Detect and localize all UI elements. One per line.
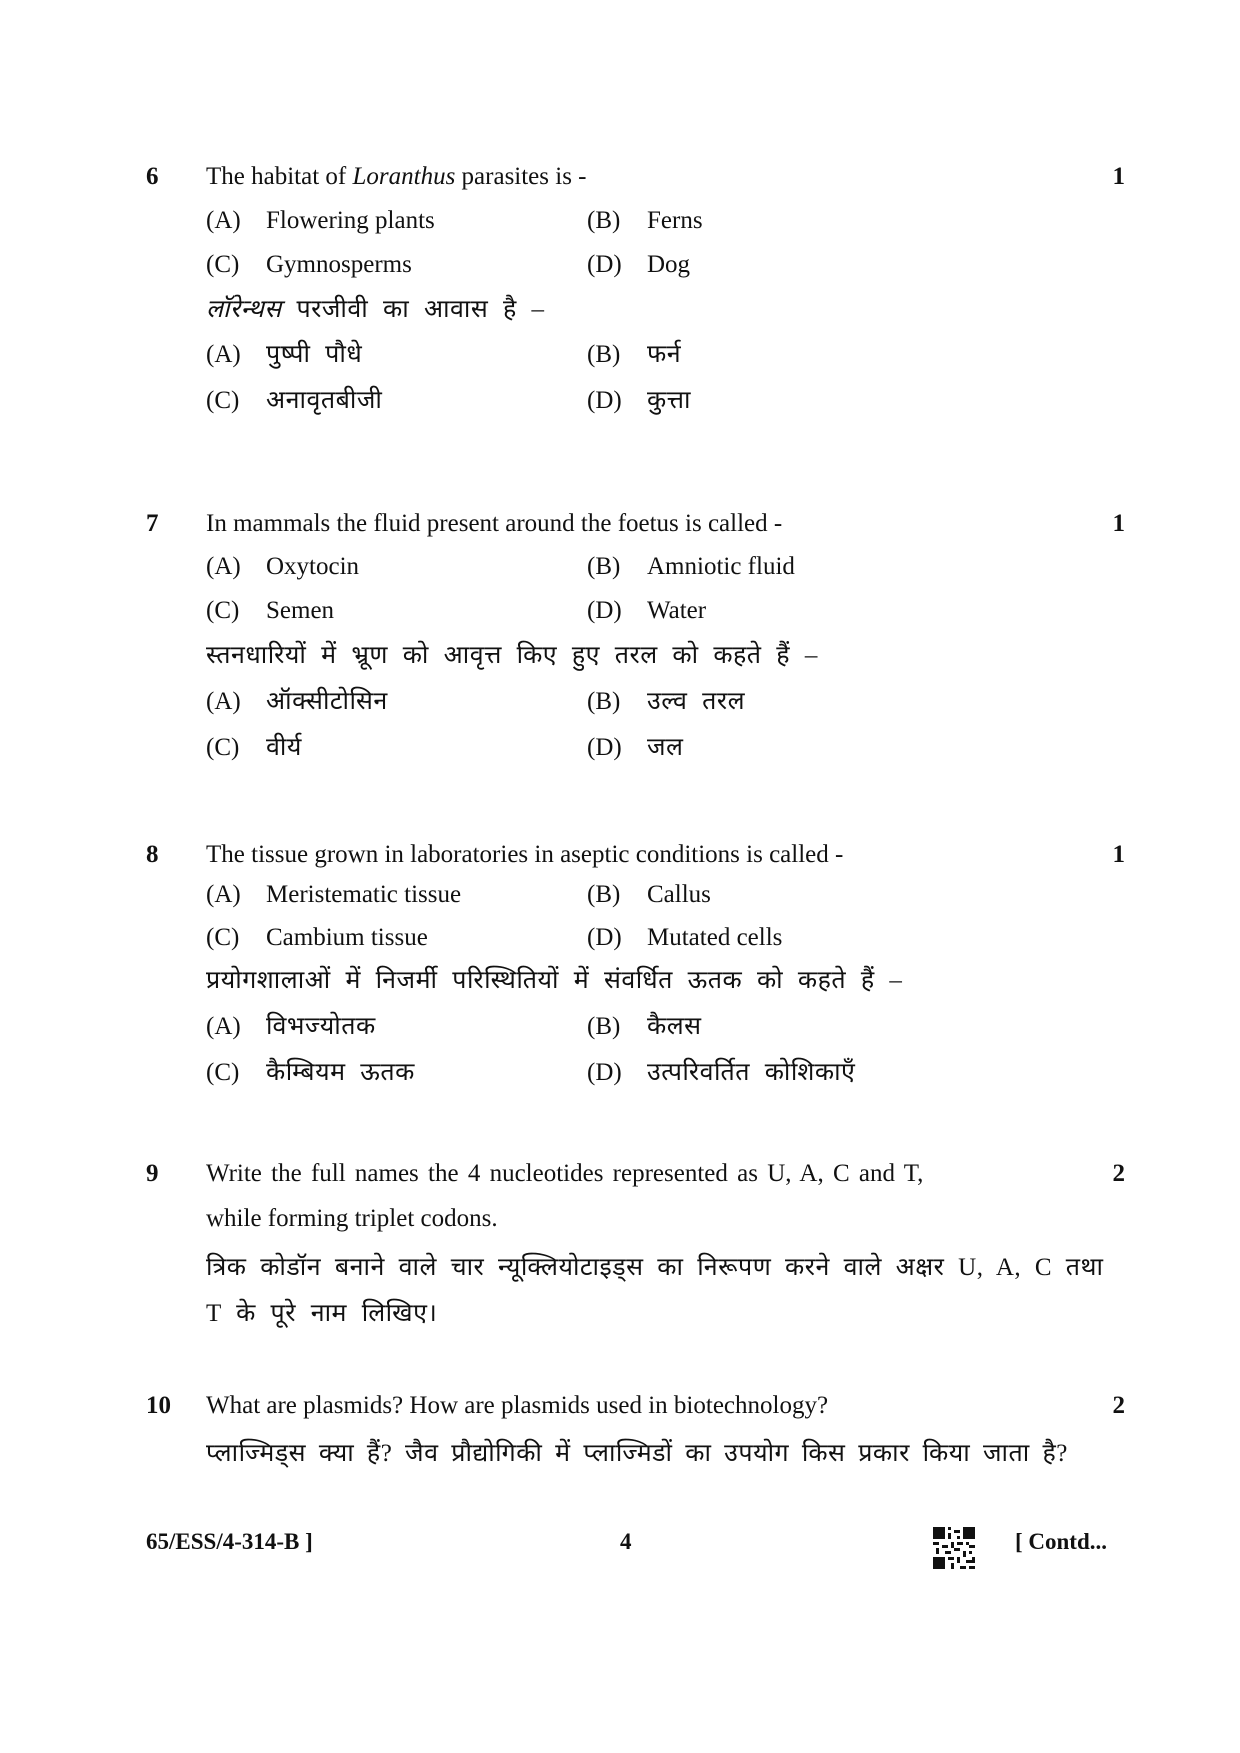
question-marks: 1 <box>1112 163 1125 190</box>
question-text-hi: लॉरेन्थस परजीवी का आवास है – <box>206 296 545 323</box>
question-number: 6 <box>146 163 159 190</box>
page-number: 4 <box>620 1529 632 1554</box>
continued-label: [ Contd... <box>1015 1529 1108 1554</box>
question-number: 10 <box>146 1392 171 1419</box>
question-text-hi: स्तनधारियों में भ्रूण को आवृत्त किए हुए तरल को कहते हैं – <box>206 642 818 669</box>
option-a-hi: (A) ऑक्सीटोसिन <box>206 688 388 715</box>
option-d-en: (D) Dog <box>587 251 691 278</box>
question-number: 7 <box>146 510 159 537</box>
option-b-hi: (B) उल्व तरल <box>587 688 746 715</box>
option-c-hi: (C) वीर्य <box>206 734 302 761</box>
option-d-hi: (D) उत्परिवर्तित कोशिकाएँ <box>587 1059 856 1086</box>
option-b-en: (B) Amniotic fluid <box>587 553 795 580</box>
option-c-hi: (C) कैम्बियम ऊतक <box>206 1059 415 1086</box>
question-text-en-line-2: while forming triplet codons. <box>206 1205 498 1232</box>
option-a-en: (A) Flowering plants <box>206 207 435 234</box>
option-c-hi: (C) अनावृतबीजी <box>206 387 383 414</box>
question-marks: 2 <box>1112 1392 1125 1419</box>
option-a-en: (A) Oxytocin <box>206 553 360 580</box>
question-number: 8 <box>146 841 159 868</box>
qr-code-icon <box>933 1527 975 1569</box>
question-text-hi-line-2: T के पूरे नाम लिखिए। <box>206 1300 438 1327</box>
option-b-en: (B) Ferns <box>587 207 703 234</box>
option-a-en: (A) Meristematic tissue <box>206 881 462 908</box>
option-d-en: (D) Water <box>587 597 707 624</box>
option-b-hi: (B) कैलस <box>587 1013 702 1040</box>
question-number: 9 <box>146 1160 159 1187</box>
question-text-en-line-1: Write the full names the 4 nucleotides represented as U, A, C and T, <box>206 1160 924 1187</box>
option-a-hi: (A) विभज्योतक <box>206 1013 376 1040</box>
question-text-en: The habitat of Loranthus parasites is - <box>206 163 587 190</box>
species-name: Loranthus <box>352 163 456 190</box>
page-footer <box>0 1525 1240 1565</box>
question-text-en: In mammals the fluid present around the foetus is called - <box>206 510 783 537</box>
option-d-hi: (D) जल <box>587 734 684 761</box>
question-marks: 2 <box>1112 1160 1125 1187</box>
option-c-en: (C) Gymnosperms <box>206 251 412 278</box>
option-d-hi: (D) कुत्ता <box>587 387 691 414</box>
question-marks: 1 <box>1112 841 1125 868</box>
question-text-hi: प्रयोगशालाओं में निजर्मी परिस्थितियों में संवर्धित ऊतक को कहते हैं – <box>206 967 903 994</box>
option-a-hi: (A) पुष्पी पौधे <box>206 341 363 368</box>
question-marks: 1 <box>1112 510 1125 537</box>
question-text-en: The tissue grown in laboratories in aseptic conditions is called - <box>206 841 844 868</box>
option-b-en: (B) Callus <box>587 881 711 908</box>
question-text-en: What are plasmids? How are plasmids used in biotechnology? <box>206 1392 829 1419</box>
option-c-en: (C) Cambium tissue <box>206 924 428 951</box>
option-b-hi: (B) फर्न <box>587 341 682 368</box>
option-d-en: (D) Mutated cells <box>587 924 783 951</box>
question-text-hi-line-1: त्रिक कोडॉन बनाने वाले चार न्यूक्लियोटाइड्स का निरूपण करने वाले अक्षर U, A, C तथा <box>206 1254 1104 1281</box>
question-text-hi: प्लाज्मिड्स क्या हैं? जैव प्रौद्योगिकी में प्लाज्मिडों का उपयोग किस प्रकार किया जाता है? <box>206 1440 1068 1467</box>
paper-code: 65/ESS/4-314-B ] <box>146 1529 313 1554</box>
option-c-en: (C) Semen <box>206 597 335 624</box>
